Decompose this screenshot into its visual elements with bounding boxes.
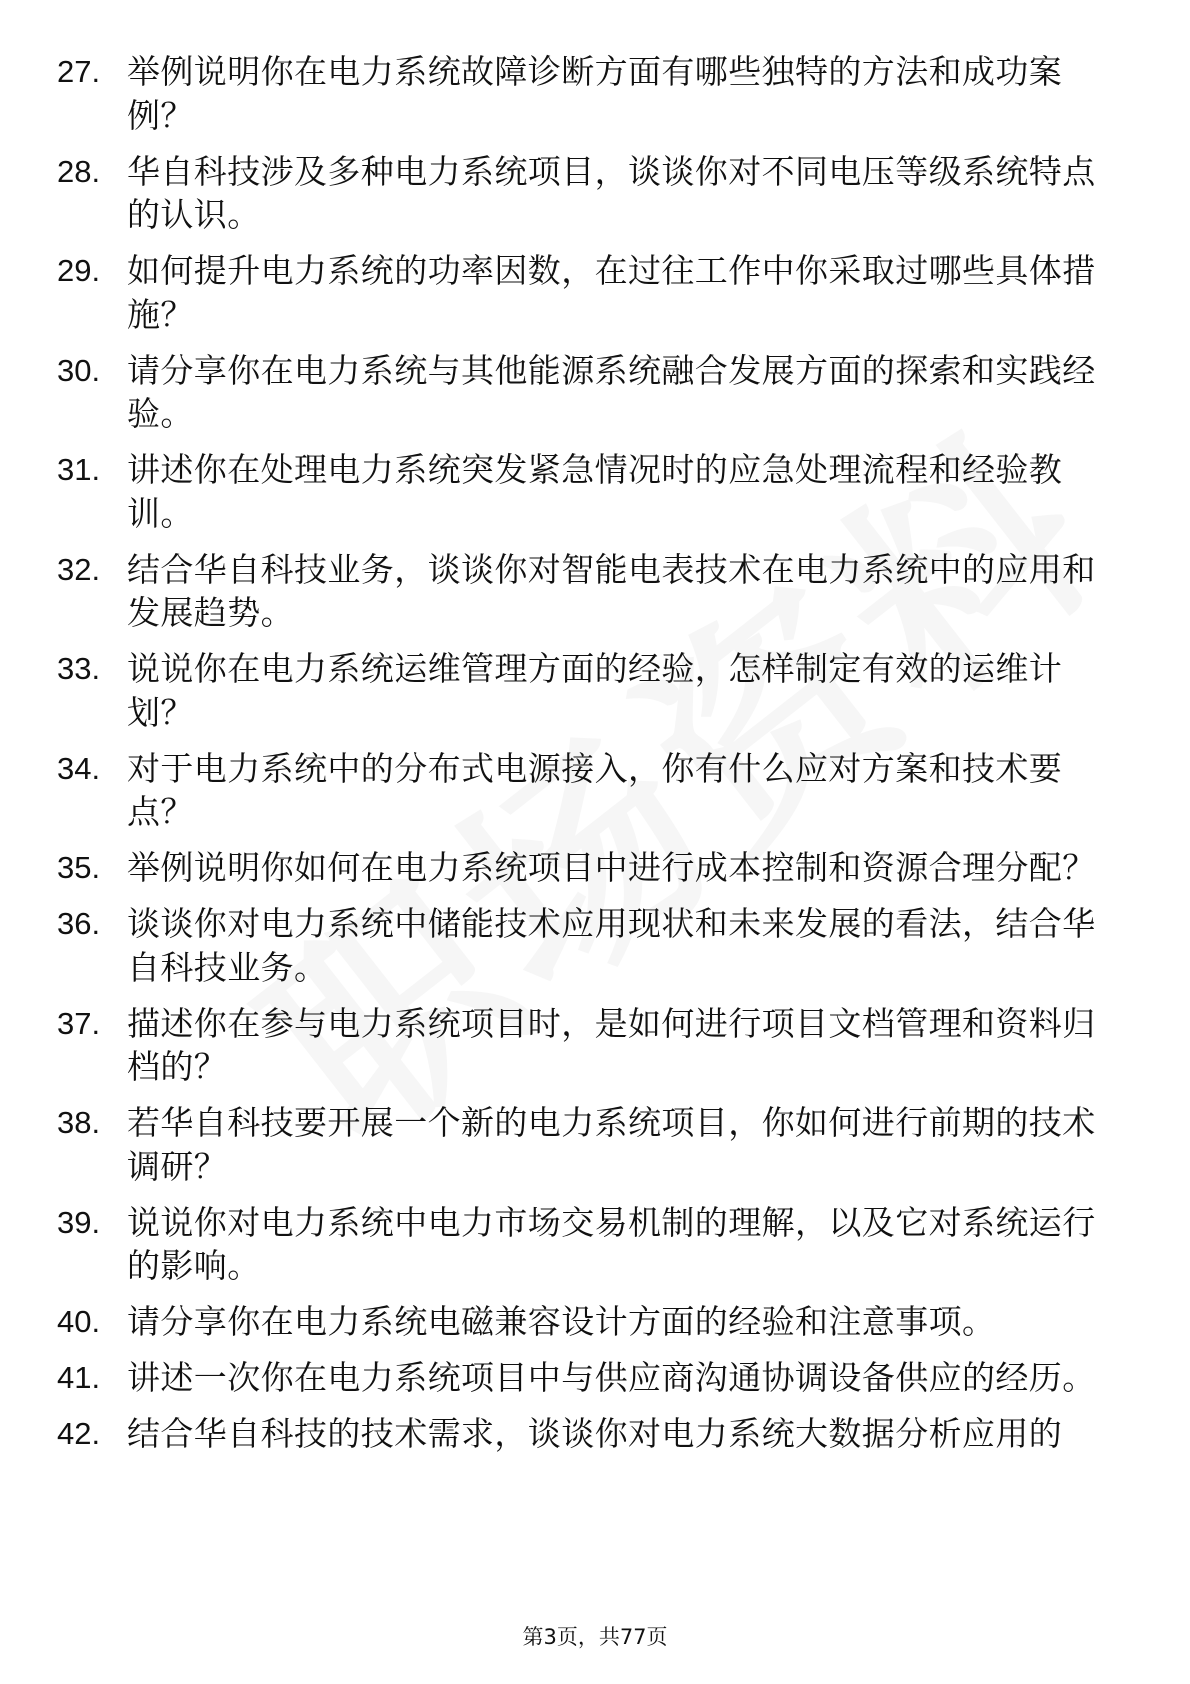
question-text: 讲述你在处理电力系统突发紧急情况时的应急处理流程和经验教训。	[127, 450, 1063, 533]
question-text: 举例说明你在电力系统故障诊断方面有哪些独特的方法和成功案例？	[127, 52, 1063, 135]
question-text: 对于电力系统中的分布式电源接入，你有什么应对方案和技术要点？	[127, 748, 1063, 831]
question-text: 说说你对电力系统中电力市场交易机制的理解，以及它对系统运行的影响。	[127, 1202, 1096, 1285]
list-item	[0, 1002, 1190, 1089]
question-text: 若华自科技要开展一个新的电力系统项目，你如何进行前期的技术调研？	[127, 1103, 1096, 1186]
list-item	[0, 50, 1190, 137]
question-number: 36.	[57, 906, 101, 941]
question-number: 42.	[57, 1416, 101, 1451]
question-number: 29.	[57, 253, 101, 288]
list-item	[0, 747, 1190, 834]
list-item	[0, 1101, 1190, 1188]
question-text: 举例说明你如何在电力系统项目中进行成本控制和资源合理分配？	[127, 848, 1096, 887]
question-text: 讲述一次你在电力系统项目中与供应商沟通协调设备供应的经历。	[127, 1358, 1096, 1397]
question-number: 41.	[57, 1360, 101, 1395]
list-item	[0, 902, 1190, 989]
list-item	[0, 150, 1190, 237]
question-number: 27.	[57, 54, 101, 89]
list-item	[0, 1201, 1190, 1288]
question-text: 结合华自科技业务，谈谈你对智能电表技术在电力系统中的应用和发展趋势。	[127, 549, 1096, 632]
question-number: 31.	[57, 452, 101, 487]
question-text: 如何提升电力系统的功率因数，在过往工作中你采取过哪些具体措施？	[127, 251, 1096, 334]
question-number: 30.	[57, 352, 101, 388]
list-item	[0, 548, 1190, 635]
question-number: 35.	[57, 850, 101, 885]
question-number: 38.	[57, 1105, 101, 1140]
question-number: 34.	[57, 750, 101, 786]
question-number: 39.	[57, 1204, 101, 1240]
question-number: 37.	[57, 1005, 101, 1041]
list-item	[0, 349, 1190, 436]
question-text: 华自科技涉及多种电力系统项目，谈谈你对不同电压等级系统特点的认识。	[127, 151, 1096, 234]
question-text: 说说你在电力系统运维管理方面的经验，怎样制定有效的运维计划？	[127, 649, 1063, 732]
question-text: 谈谈你对电力系统中储能技术应用现状和未来发展的看法，结合华自科技业务。	[127, 904, 1096, 987]
question-number: 32.	[57, 551, 101, 587]
question-text: 结合华自科技的技术需求，谈谈你对电力系统大数据分析应用的	[127, 1414, 1063, 1453]
page-number: 第3页，共77页	[522, 1625, 668, 1649]
question-list	[0, 50, 1190, 1468]
question-number: 28.	[57, 153, 101, 189]
list-item	[0, 249, 1190, 336]
list-item	[0, 448, 1190, 535]
question-text: 请分享你在电力系统电磁兼容设计方面的经验和注意事项。	[127, 1302, 996, 1341]
list-item	[0, 1412, 1190, 1456]
question-text: 描述你在参与电力系统项目时，是如何进行项目文档管理和资料归档的？	[127, 1003, 1096, 1086]
list-item	[0, 1356, 1190, 1400]
question-text: 请分享你在电力系统与其他能源系统融合发展方面的探索和实践经验。	[127, 350, 1096, 433]
list-item	[0, 647, 1190, 734]
list-item	[0, 1300, 1190, 1344]
list-item	[0, 846, 1190, 890]
question-number: 40.	[57, 1304, 101, 1339]
question-number: 33.	[57, 651, 101, 686]
